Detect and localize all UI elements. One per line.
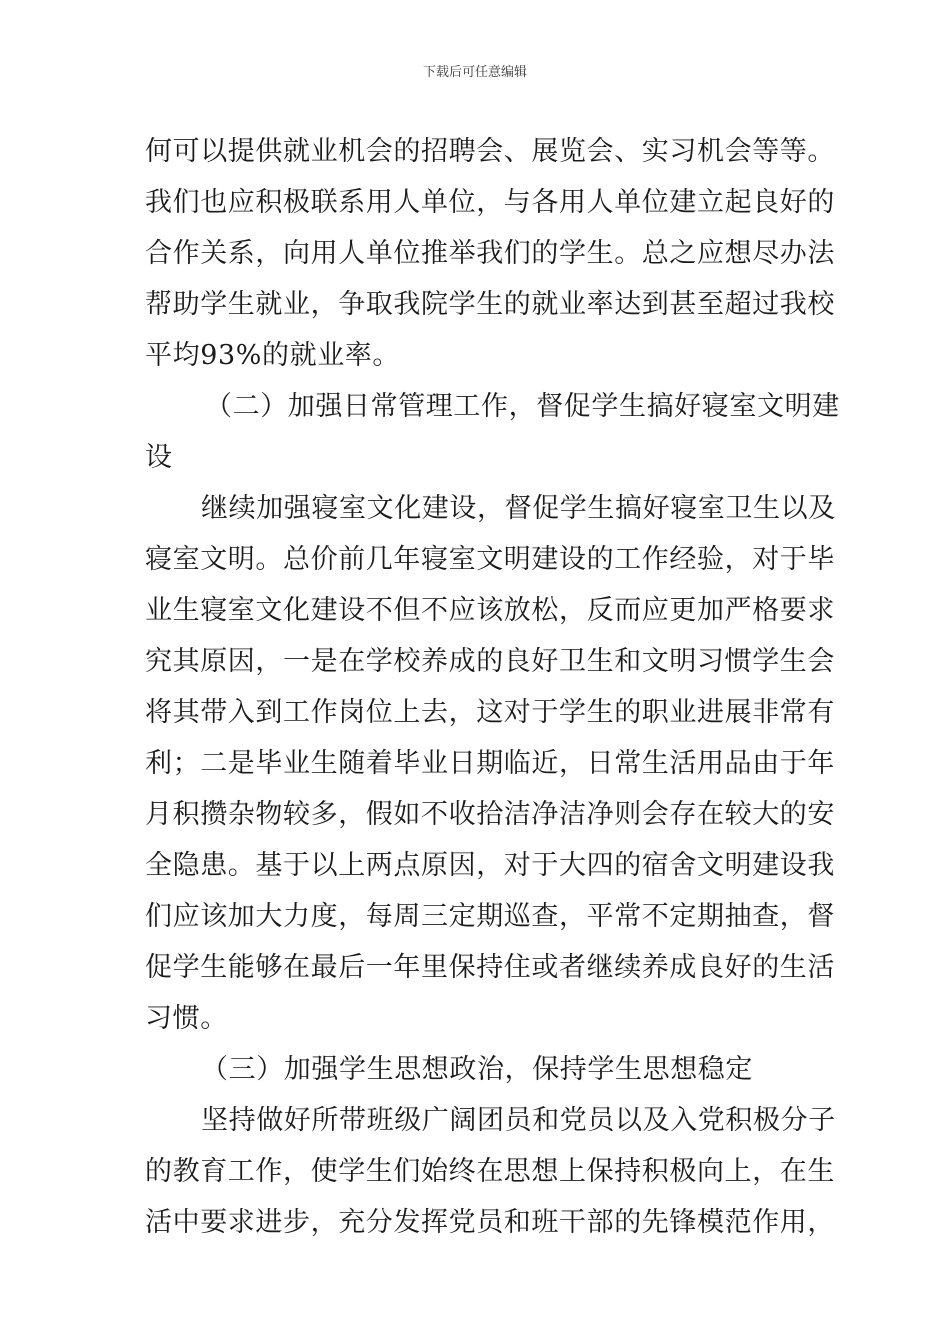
body-text (145, 126, 840, 1248)
page-header: 下载后可任意编辑 (422, 65, 527, 80)
text-line: 月积攒杂物较多，假如不收拾洁净洁净则会存在较大的安 (145, 799, 835, 830)
paragraph-start: 坚持做好所带班级广阔团员和党员以及入党积极分子 (201, 1105, 836, 1136)
text-line: 寝室文明。总价前几年寝室文明建设的工作经验，对于毕 (145, 544, 835, 575)
text-line: 活中要求进步，充分发挥党员和班干部的先锋模范作用， (145, 1207, 835, 1238)
text-line: 全隐患。基于以上两点原因，对于大四的宿舍文明建设我 (145, 850, 835, 881)
section-heading-2: （二）加强日常管理工作，督促学生搞好寝室文明建 (205, 391, 840, 422)
text-line: 合作关系，向用人单位推举我们的学生。总之应想尽办法 (145, 238, 835, 269)
text-line: 促学生能够在最后一年里保持住或者继续养成良好的生活 (145, 952, 835, 983)
text-line: 将其带入到工作岗位上去，这对于学生的职业进展非常有 (145, 697, 835, 728)
section-heading-3: （三）加强学生思想政治，保持学生思想稳定 (201, 1054, 753, 1085)
text-line: 平均93%的就业率。 (145, 340, 401, 371)
text-line: 帮助学生就业，争取我院学生的就业率达到甚至超过我校 (145, 289, 835, 320)
text-line: 习惯。 (145, 1003, 228, 1034)
text-line: 设 (145, 442, 173, 473)
text-line: 们应该加大力度，每周三定期巡查，平常不定期抽查，督 (145, 901, 835, 932)
paragraph-start: 继续加强寝室文化建设，督促学生搞好寝室卫生以及 (201, 493, 836, 524)
text-line: 的教育工作，使学生们始终在思想上保持积极向上，在生 (145, 1156, 835, 1187)
text-line: 究其原因，一是在学校养成的良好卫生和文明习惯学生会 (145, 646, 835, 677)
text-line: 利；二是毕业生随着毕业日期临近，日常生活用品由于年 (145, 748, 835, 779)
text-line: 何可以提供就业机会的招聘会、展览会、实习机会等等。 (145, 136, 835, 167)
text-line: 业生寝室文化建设不但不应该放松，反而应更加严格要求 (145, 595, 835, 626)
text-line: 我们也应积极联系用人单位，与各用人单位建立起良好的 (145, 187, 835, 218)
